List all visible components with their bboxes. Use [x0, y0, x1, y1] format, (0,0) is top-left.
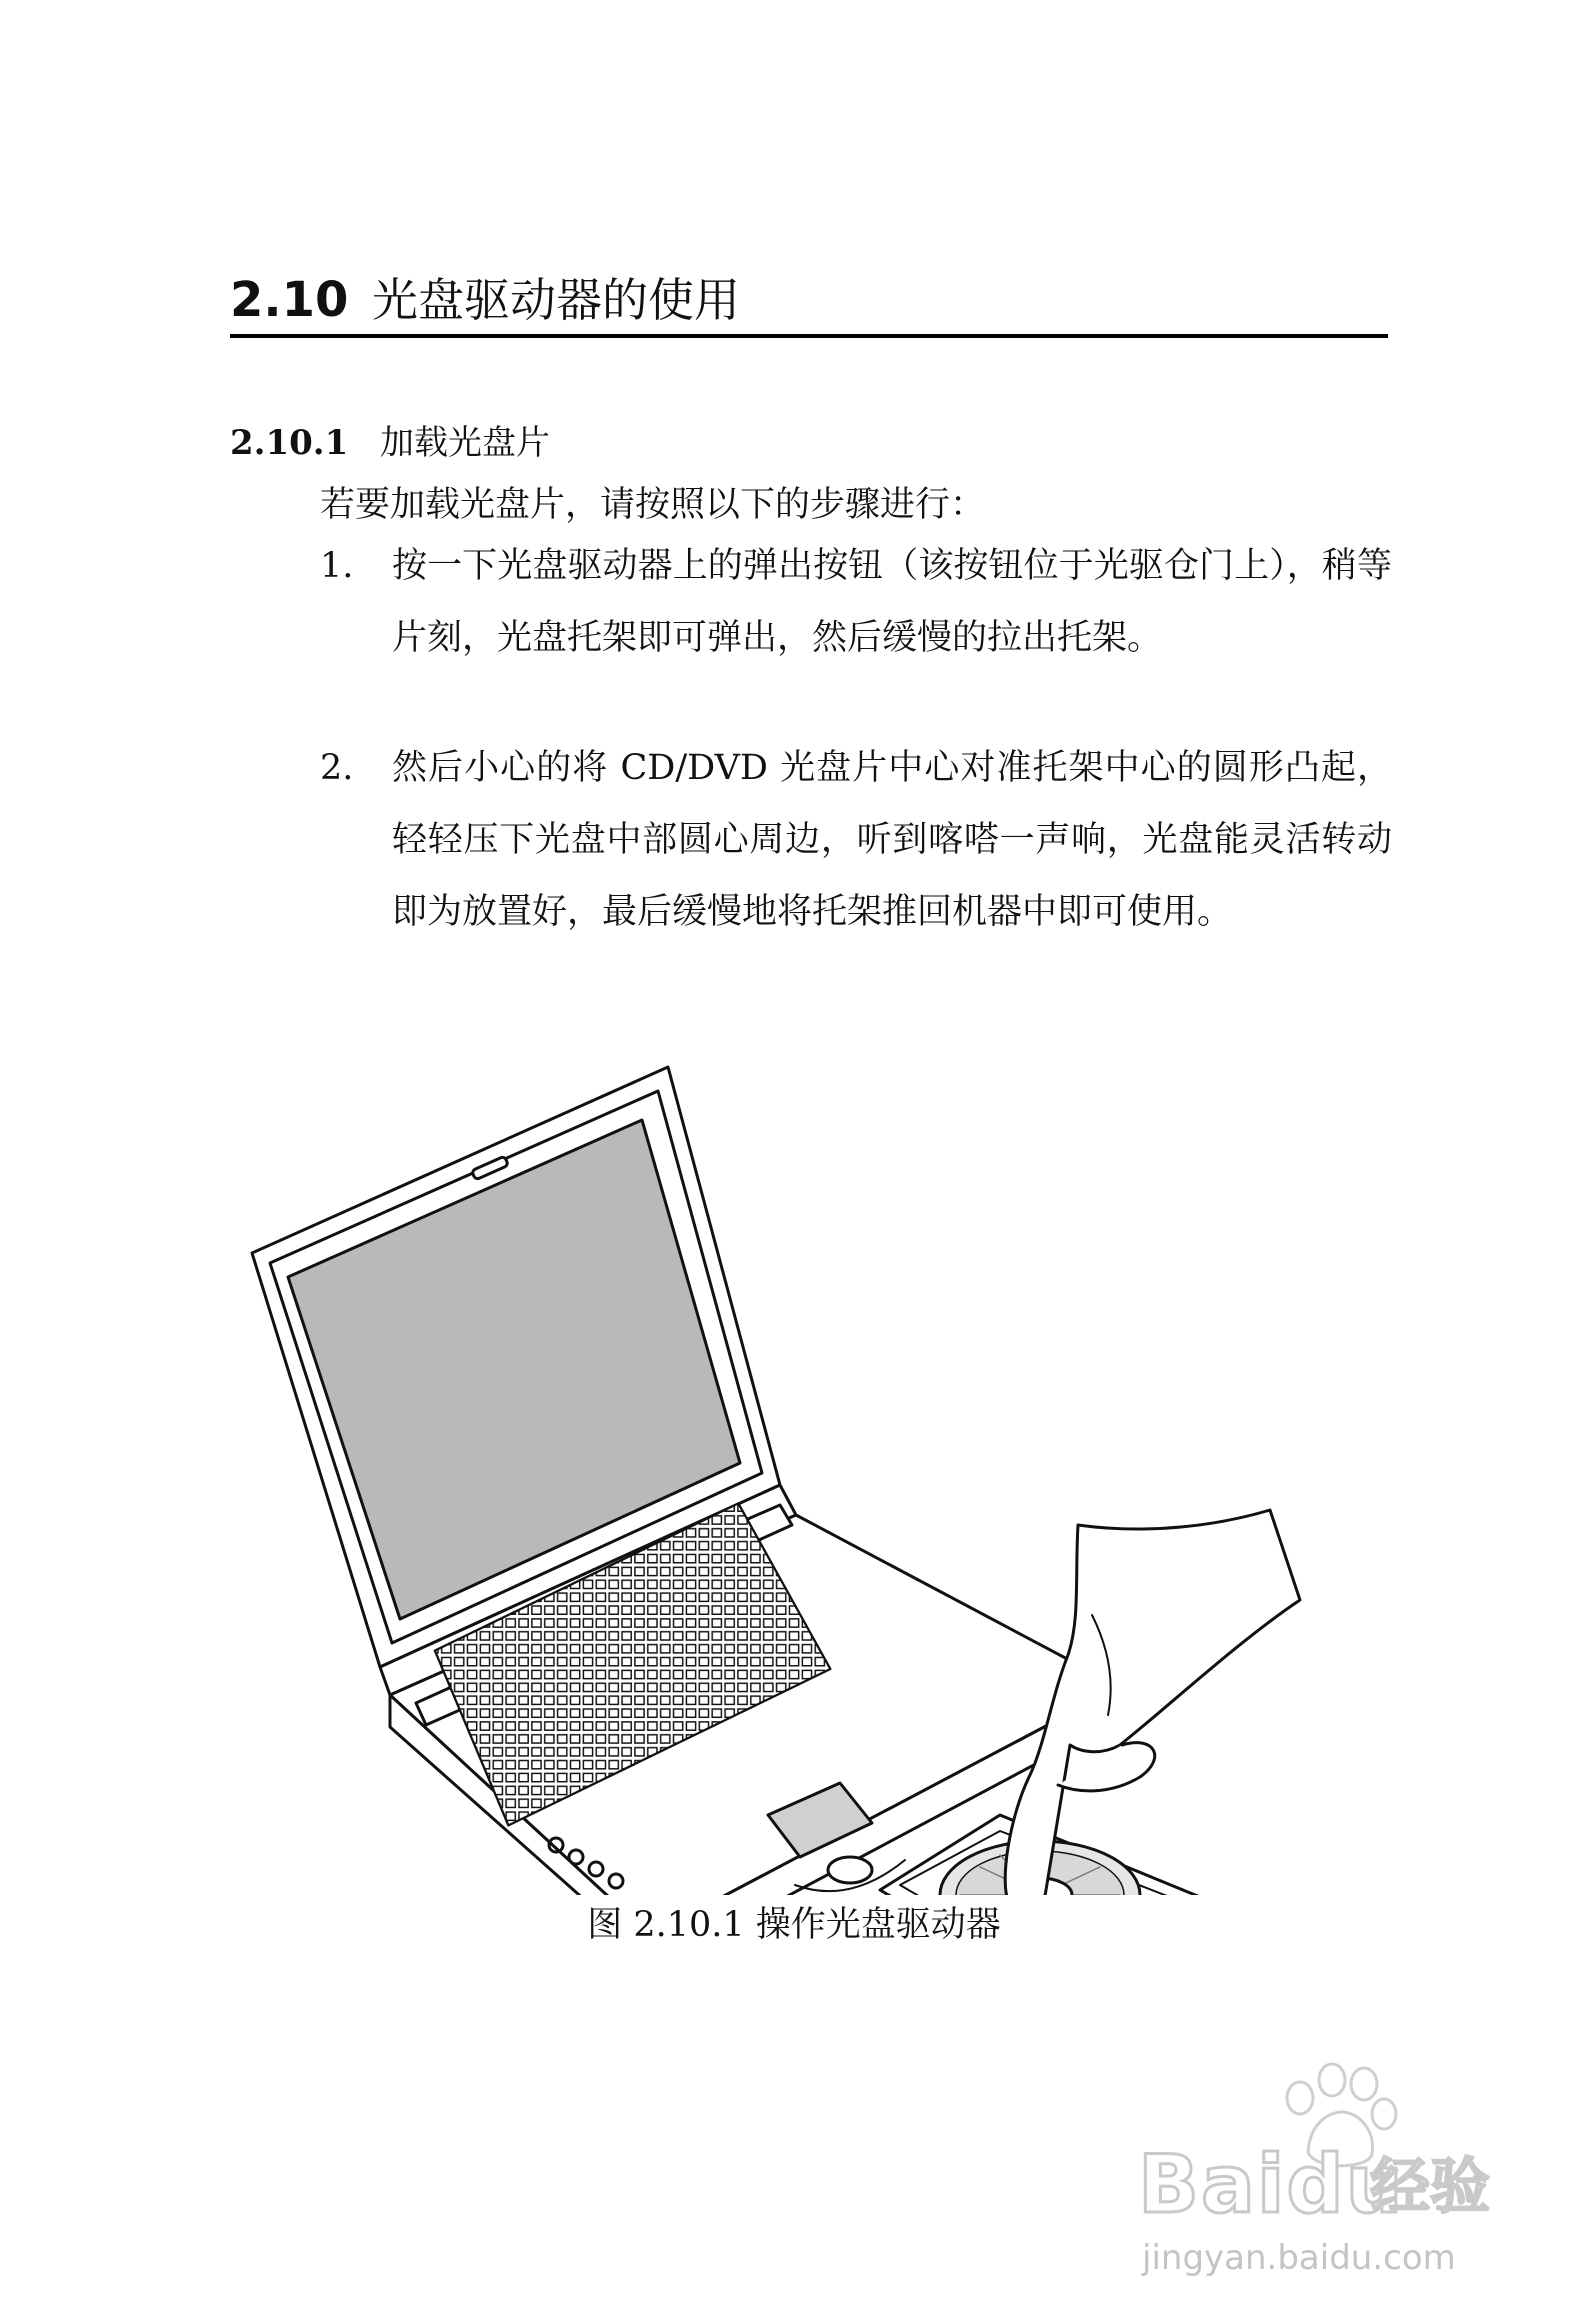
baidu-jingyan-watermark	[1120, 2060, 1540, 2280]
subsection-title: 加载光盘片	[380, 423, 550, 463]
step-text: 然后小心的将 CD/DVD 光盘片中心对准托架中心的圆形凸起，轻轻压下光盘中部圆心周边，听到喀嗒一声响，光盘能灵活转动即为放置好，最后缓慢地将托架推回机器中即可使用。	[392, 748, 1392, 932]
watermark-brand: Baidu	[1138, 2138, 1405, 2231]
step-item	[320, 732, 1392, 948]
subsection-number: 2.10.1	[230, 423, 349, 463]
watermark-cn: 经验	[1370, 2152, 1490, 2222]
laptop-cd-illustration	[240, 1055, 1390, 1895]
step-number: 1.	[320, 546, 354, 586]
step-item	[320, 530, 1392, 674]
section-number: 2.10	[230, 272, 349, 328]
section-heading	[230, 272, 1388, 338]
watermark-url: jingyan.baidu.com	[1142, 2238, 1456, 2278]
step-text: 按一下光盘驱动器上的弹出按钮（该按钮位于光驱仓门上），稍等片刻，光盘托架即可弹出，然后缓慢的拉出托架。	[392, 546, 1392, 658]
figure-caption: 图 2.10.1 操作光盘驱动器	[587, 1905, 1001, 1945]
section-title: 光盘驱动器的使用	[372, 273, 740, 327]
intro-paragraph: 若要加载光盘片，请按照以下的步骤进行：	[320, 485, 986, 525]
step-number: 2.	[320, 748, 354, 788]
